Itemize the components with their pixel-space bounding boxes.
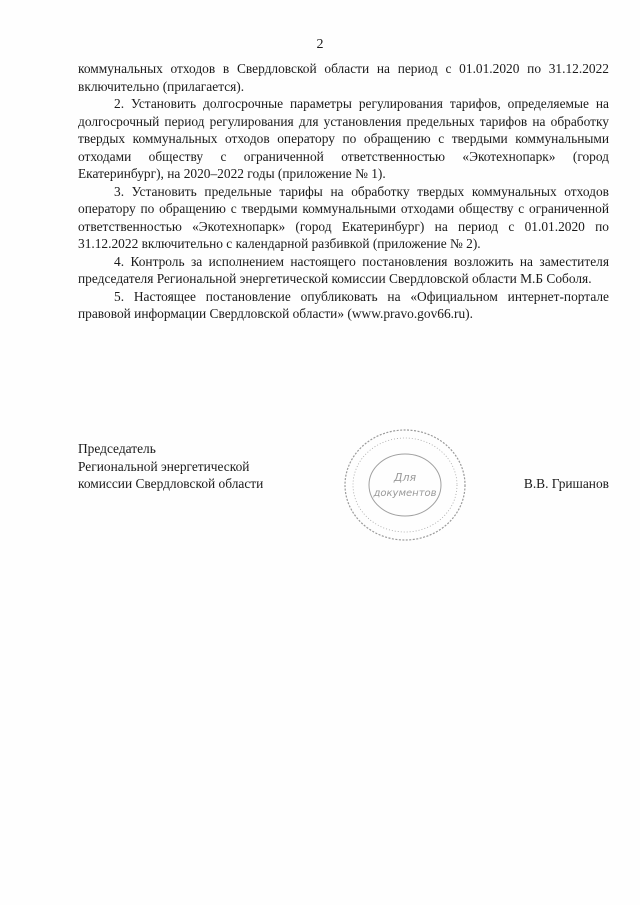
seal-icon bbox=[340, 425, 470, 545]
paragraph-item-5: 5. Настоящее постановление опубликовать на «Официальном интернет-портале правовой информации Свердловской области» (www.pravo.gov66.ru). bbox=[78, 288, 609, 321]
svg-text:документов: документов bbox=[373, 488, 437, 499]
page-number: 2 bbox=[316, 37, 324, 52]
official-seal bbox=[340, 425, 470, 545]
document-body bbox=[78, 60, 609, 323]
paragraph-item-4: 4. Контроль за исполнением настоящего постановления возложить на заместителя председателя Региональной энергетической комиссии Свердловской области М.Б Соболя. bbox=[78, 253, 609, 286]
paragraph-item-2: 2. Установить долгосрочные параметры регулирования тарифов, определяемые на долгосрочный период регулирования для установления предельных тарифов на обработку твердых коммунальных отходов оператору по обращению с твердыми коммунальными отходами обществу с ограниченной ответственностью «Экотехнопарк» (город Екатеринбург), на 2020–2022 годы (приложение № 1). bbox=[78, 96, 609, 181]
paragraph-continuation: коммунальных отходов в Свердловской области на период с 01.01.2020 по 31.12.2022 включительно (прилагается). bbox=[78, 61, 609, 94]
signatory-position bbox=[78, 440, 263, 493]
paragraph-item-3: 3. Установить предельные тарифы на обработку твердых коммунальных отходов оператору по обращению с твердыми коммунальными отходами обществу с ограниченной ответственностью «Экотехнопарк» (город Екатеринбург) на период с 01.01.2020 по 31.12.2022 включительно с календарной разбивкой (приложение № 2). bbox=[78, 183, 609, 251]
signatory-position-line: Председатель bbox=[78, 441, 156, 456]
signatory-position-line: комиссии Свердловской области bbox=[78, 476, 264, 491]
svg-text:Для: Для bbox=[393, 471, 417, 484]
signatory-name: В.В. Гришанов bbox=[523, 476, 609, 491]
signatory-position-line: Региональной энергетической bbox=[78, 458, 250, 474]
